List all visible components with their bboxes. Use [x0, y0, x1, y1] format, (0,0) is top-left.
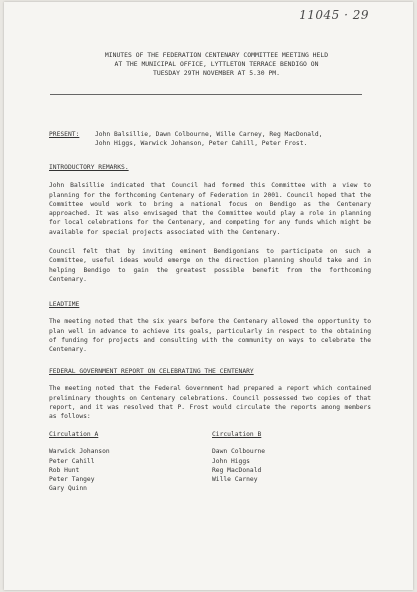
minutes-header: [44, 51, 389, 78]
leadtime-paragraph: The meeting noted that the six years before the Centenary allowed the opportunity to plan well in advance to achieve its goals, particularly in respect to the obtaining of funding for projects and consulting with the community on ways to celebrate the Centenary.: [49, 318, 371, 354]
circulation-b-name: Dawn Colbourne: [212, 448, 266, 456]
introductory-paragraph-2: Council felt that by inviting eminent Bendigonians to participate on such a Committee, useful ideas would emerge on the direction planning should take and in helping Bendigo to gain the greatest possible benefit from the forthcoming Centenary.: [49, 248, 371, 283]
circulation-a-name: Warwick Johanson: [49, 448, 110, 456]
federal-report-heading: FEDERAL GOVERNMENT REPORT ON CELEBRATING THE CENTENARY: [49, 368, 254, 375]
circulation-a: [49, 430, 110, 494]
header-line-3: TUESDAY 29TH NOVEMBER AT 5.30 PM.: [153, 69, 280, 77]
introductory-section: [49, 163, 371, 284]
circulation-b-name: John Higgs: [212, 457, 250, 465]
circulation-a-name: Rob Hunt: [49, 466, 80, 474]
handwritten-reference-number: 11045 · 29: [299, 8, 369, 22]
circulation-b-name: Wille Carney: [212, 476, 258, 484]
present-line-1: John Balsillie, Dawn Colbourne, Wille Carney, Reg MacDonald,: [95, 131, 323, 138]
leadtime-heading: LEADTIME: [49, 301, 80, 308]
circulation-a-name: Peter Cahill: [49, 457, 95, 465]
circulation-a-heading: Circulation A: [49, 431, 99, 438]
present-label: PRESENT:: [49, 131, 80, 138]
introductory-heading: INTRODUCTORY REMARKS.: [49, 164, 129, 171]
document-page: [4, 2, 413, 590]
circulation-b-name: Reg MacDonald: [212, 466, 262, 474]
leadtime-section: [49, 300, 371, 354]
present-section: [49, 130, 371, 149]
introductory-paragraph-1: John Balsillie indicated that Council had formed this Committee with a view to planning for the forthcoming Centenary of Federation in 2001. Council hoped that the Committee would work to bring a national focus on Bendigo as the Centenary approached. It was also envisaged that the Committee would play a role in planning for local celebrations for the Centenary, and competing for any funds which might be available for special projects associated with the Centenary.: [49, 182, 371, 236]
circulation-b: [212, 430, 265, 484]
federal-report-section: [49, 367, 371, 421]
header-line-2: AT THE MUNICIPAL OFFICE, LYTTLETON TERRACE BENDIGO ON: [114, 60, 319, 68]
present-line-2: John Higgs, Warwick Johanson, Peter Cahill, Peter Frost.: [95, 140, 308, 148]
header-divider: [50, 94, 362, 95]
federal-report-paragraph: The meeting noted that the Federal Government had prepared a report which contained preliminary thoughts on Centenary celebrations. Council possessed two copies of that report, and it was resolved that P. Frost would circulate the reports among members as follows:: [49, 385, 371, 421]
header-line-1: MINUTES OF THE FEDERATION CENTENARY COMMITTEE MEETING HELD: [104, 51, 329, 59]
circulation-b-heading: Circulation B: [212, 431, 262, 438]
circulation-a-name: Gary Quinn: [49, 485, 87, 493]
circulation-a-name: Peter Tangey: [49, 476, 95, 484]
